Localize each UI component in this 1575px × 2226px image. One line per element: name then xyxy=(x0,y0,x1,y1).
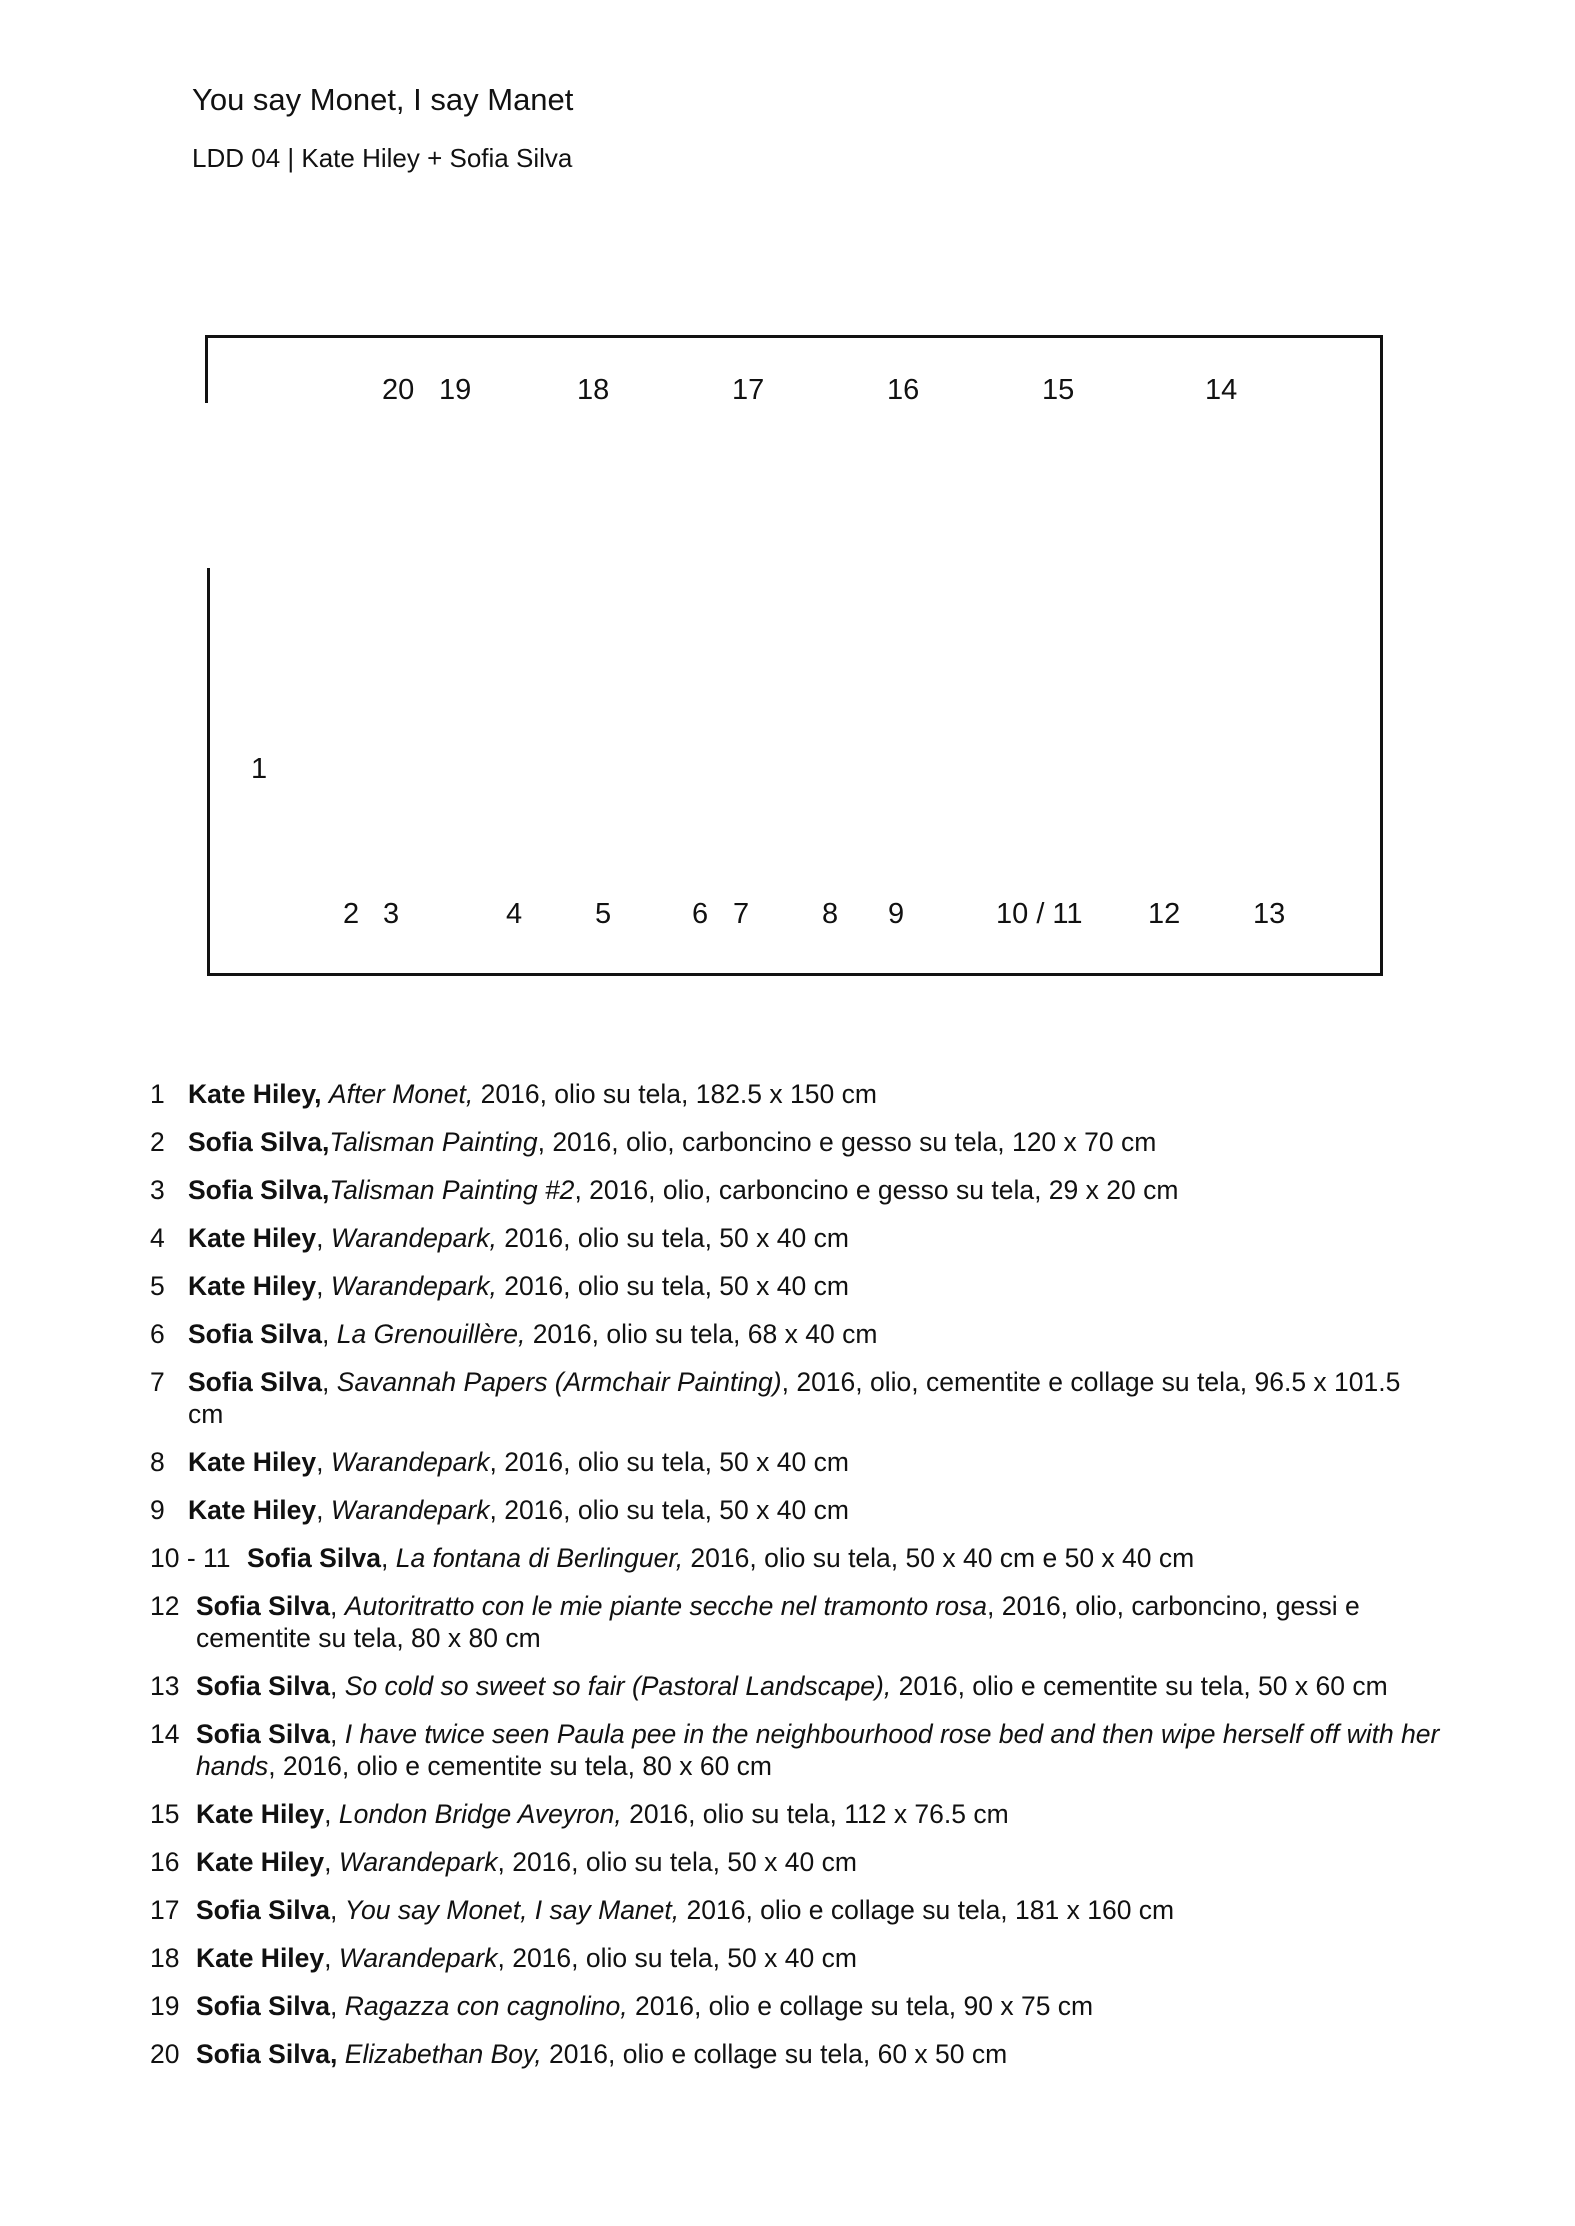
wall-right xyxy=(1380,335,1383,976)
item-description xyxy=(196,2038,1440,2070)
work-details: 2016, olio su tela, 50 x 40 cm xyxy=(496,1223,849,1253)
item-number: 17 xyxy=(150,1895,180,1925)
plan-number: 20 xyxy=(382,374,415,406)
item-number: 13 xyxy=(150,1671,180,1701)
work-details: , 2016, olio su tela, 50 x 40 cm xyxy=(489,1495,849,1525)
artist-name: Kate Hiley xyxy=(188,1223,317,1253)
work-details: , 2016, olio, carboncino e gesso su tela, 29 x 20 cm xyxy=(574,1175,1179,1205)
item-number: 19 xyxy=(150,1991,180,2021)
separator: , xyxy=(324,1943,339,1973)
plan-number: 7 xyxy=(733,898,750,930)
work-title: You say Monet, I say Manet, xyxy=(344,1895,680,1925)
work-title: Elizabethan Boy, xyxy=(344,2039,542,2069)
list-item xyxy=(150,1318,1440,1350)
list-item xyxy=(150,1270,1440,1302)
separator: , xyxy=(316,1495,331,1525)
work-details: 2016, olio e collage su tela, 181 x 160 cm xyxy=(679,1895,1175,1925)
separator: , xyxy=(322,1367,337,1397)
work-details: 2016, olio e collage su tela, 90 x 75 cm xyxy=(627,1991,1094,2021)
item-number: 7 xyxy=(150,1367,165,1397)
list-item xyxy=(150,1798,1440,1830)
wall-left-upper xyxy=(205,335,208,403)
plan-number: 8 xyxy=(822,898,839,930)
list-item xyxy=(150,1670,1440,1702)
work-title: Savannah Papers (Armchair Painting) xyxy=(336,1367,782,1397)
item-number: 3 xyxy=(150,1175,165,1205)
item-description xyxy=(196,1590,1440,1654)
item-description xyxy=(196,1894,1440,1926)
wall-bottom xyxy=(207,973,1383,976)
item-number: 4 xyxy=(150,1223,165,1253)
work-title: Talisman Painting xyxy=(329,1127,538,1157)
item-number: 6 xyxy=(150,1319,165,1349)
plan-number: 19 xyxy=(439,374,472,406)
list-item xyxy=(150,1590,1440,1654)
list-item xyxy=(150,1366,1440,1430)
item-number: 18 xyxy=(150,1943,180,1973)
plan-number: 10 / 11 xyxy=(996,898,1083,930)
item-description xyxy=(188,1270,1440,1302)
item-number: 16 xyxy=(150,1847,180,1877)
plan-number: 4 xyxy=(506,898,523,930)
item-description xyxy=(196,1718,1440,1782)
item-description xyxy=(188,1446,1440,1478)
work-title: I have twice seen Paula pee in the neighbourhood rose bed and then wipe herself off with her hands xyxy=(196,1719,1440,1781)
artist-name: Sofia Silva xyxy=(196,1895,331,1925)
item-description xyxy=(188,1318,1440,1350)
plan-number: 3 xyxy=(383,898,400,930)
separator: , xyxy=(324,1799,339,1829)
list-item xyxy=(150,1494,1440,1526)
artist-name: Sofia Silva, xyxy=(188,1175,330,1205)
work-details: 2016, olio e cementite su tela, 50 x 60 cm xyxy=(891,1671,1388,1701)
separator: , xyxy=(316,1223,331,1253)
plan-number: 6 xyxy=(692,898,709,930)
separator: , xyxy=(324,1847,339,1877)
separator: , xyxy=(330,1591,345,1621)
list-item xyxy=(150,1078,1440,1110)
list-item xyxy=(150,1174,1440,1206)
separator: , xyxy=(330,1671,345,1701)
separator: , xyxy=(381,1543,396,1573)
work-title: Warandepark, xyxy=(330,1271,497,1301)
work-title: Talisman Painting #2 xyxy=(329,1175,575,1205)
work-title: Autoritratto con le mie piante secche nel tramonto rosa xyxy=(344,1591,987,1621)
list-item xyxy=(150,1542,1440,1574)
work-title: Warandepark xyxy=(330,1447,490,1477)
separator: , xyxy=(322,1319,337,1349)
item-description xyxy=(247,1542,1440,1574)
page-title: You say Monet, I say Manet xyxy=(192,82,574,117)
work-details: 2016, olio su tela, 50 x 40 cm xyxy=(496,1271,849,1301)
work-title: Warandepark xyxy=(338,1847,498,1877)
list-item xyxy=(150,1894,1440,1926)
plan-number: 17 xyxy=(732,374,765,406)
artist-name: Sofia Silva xyxy=(196,1591,331,1621)
item-number: 12 xyxy=(150,1591,180,1621)
work-title: So cold so sweet so fair (Pastoral Landscape), xyxy=(344,1671,892,1701)
list-item xyxy=(150,2038,1440,2070)
list-item xyxy=(150,1126,1440,1158)
page-subtitle: LDD 04 | Kate Hiley + Sofia Silva xyxy=(192,143,573,173)
work-details: , 2016, olio, carboncino, gessi e cementite su tela, 80 x 80 cm xyxy=(196,1591,1360,1653)
plan-number: 13 xyxy=(1253,898,1286,930)
work-details: , 2016, olio su tela, 50 x 40 cm xyxy=(497,1847,857,1877)
separator xyxy=(322,1079,329,1109)
work-details: , 2016, olio, carboncino e gesso su tela, 120 x 70 cm xyxy=(537,1127,1157,1157)
artist-name: Sofia Silva xyxy=(247,1543,382,1573)
artist-name: Kate Hiley xyxy=(188,1447,317,1477)
item-description xyxy=(196,1942,1440,1974)
artist-name: Sofia Silva xyxy=(188,1367,323,1397)
wall-left-lower xyxy=(207,568,210,976)
artist-name: Kate Hiley xyxy=(188,1495,317,1525)
item-description xyxy=(188,1366,1440,1430)
plan-number: 5 xyxy=(595,898,612,930)
list-item xyxy=(150,1222,1440,1254)
artist-name: Sofia Silva xyxy=(188,1319,323,1349)
list-item xyxy=(150,1942,1440,1974)
plan-number: 12 xyxy=(1148,898,1181,930)
item-description xyxy=(196,1798,1440,1830)
item-number: 10 - 11 xyxy=(150,1543,231,1573)
item-description xyxy=(188,1174,1440,1206)
plan-number: 15 xyxy=(1042,374,1075,406)
separator: , xyxy=(330,1991,345,2021)
work-details: , 2016, olio su tela, 50 x 40 cm xyxy=(489,1447,849,1477)
separator: , xyxy=(316,1447,331,1477)
artist-name: Sofia Silva, xyxy=(196,2039,338,2069)
artist-name: Kate Hiley xyxy=(196,1943,325,1973)
artist-name: Sofia Silva xyxy=(196,1991,331,2021)
work-title: Ragazza con cagnolino, xyxy=(344,1991,628,2021)
list-item xyxy=(150,1990,1440,2022)
item-number: 20 xyxy=(150,2039,180,2069)
plan-number: 14 xyxy=(1205,374,1238,406)
plan-number: 1 xyxy=(251,753,268,785)
item-description xyxy=(188,1078,1440,1110)
item-number: 15 xyxy=(150,1799,180,1829)
list-item xyxy=(150,1446,1440,1478)
work-title: London Bridge Aveyron, xyxy=(338,1799,622,1829)
artist-name: Kate Hiley xyxy=(188,1271,317,1301)
separator: , xyxy=(330,1719,345,1749)
item-number: 1 xyxy=(150,1079,165,1109)
work-details: , 2016, olio e cementite su tela, 80 x 60 cm xyxy=(268,1751,772,1781)
item-number: 8 xyxy=(150,1447,165,1477)
item-number: 9 xyxy=(150,1495,165,1525)
plan-number: 16 xyxy=(887,374,920,406)
plan-number: 9 xyxy=(888,898,905,930)
separator: , xyxy=(330,1895,345,1925)
list-item xyxy=(150,1846,1440,1878)
item-number: 14 xyxy=(150,1719,180,1749)
work-details: , 2016, olio, cementite e collage su tela, 96.5 x 101.5 cm xyxy=(188,1367,1401,1429)
artist-name: Sofia Silva xyxy=(196,1671,331,1701)
artist-name: Kate Hiley xyxy=(196,1847,325,1877)
item-description xyxy=(188,1494,1440,1526)
item-description xyxy=(196,1670,1440,1702)
separator xyxy=(337,2039,344,2069)
work-title: Warandepark xyxy=(338,1943,498,1973)
work-details: 2016, olio su tela, 68 x 40 cm xyxy=(525,1319,878,1349)
item-number: 2 xyxy=(150,1127,165,1157)
artist-name: Sofia Silva xyxy=(196,1719,331,1749)
work-details: 2016, olio su tela, 50 x 40 cm e 50 x 40 cm xyxy=(683,1543,1195,1573)
wall-top xyxy=(205,335,1383,338)
plan-number: 2 xyxy=(343,898,360,930)
work-details: 2016, olio su tela, 112 x 76.5 cm xyxy=(621,1799,1009,1829)
floor-plan xyxy=(0,0,1575,1000)
work-details: 2016, olio su tela, 182.5 x 150 cm xyxy=(473,1079,877,1109)
plan-number: 18 xyxy=(577,374,610,406)
artist-name: Kate Hiley xyxy=(196,1799,325,1829)
item-number: 5 xyxy=(150,1271,165,1301)
artist-name: Sofia Silva, xyxy=(188,1127,330,1157)
work-title: La Grenouillère, xyxy=(336,1319,526,1349)
artist-name: Kate Hiley, xyxy=(188,1079,322,1109)
item-description xyxy=(188,1126,1440,1158)
work-details: 2016, olio e collage su tela, 60 x 50 cm xyxy=(541,2039,1008,2069)
work-title: Warandepark xyxy=(330,1495,490,1525)
work-title: After Monet, xyxy=(328,1079,474,1109)
work-title: Warandepark, xyxy=(330,1223,497,1253)
item-description xyxy=(196,1846,1440,1878)
work-details: , 2016, olio su tela, 50 x 40 cm xyxy=(497,1943,857,1973)
work-title: La fontana di Berlinguer, xyxy=(395,1543,684,1573)
separator: , xyxy=(316,1271,331,1301)
item-description xyxy=(196,1990,1440,2022)
list-item xyxy=(150,1718,1440,1782)
item-description xyxy=(188,1222,1440,1254)
